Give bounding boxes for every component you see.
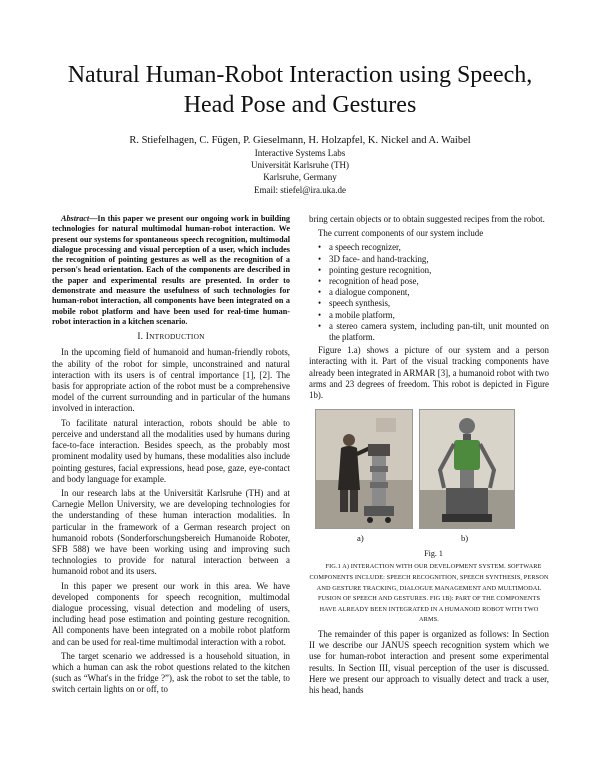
intro-paragraph-3: In our research labs at the Universität Karlsruhe (TH) and at Carnegie Mellon University, we are developing technologies for the understanding of these human interaction modalities. In particular in the framework of a German research project on humanoid robots (Sonderforschungsbereich Humanoide Roboter, SFB 588) we have been working using and improving such technologies to provide for natural interaction between a humanoid robot and its users. [52,487,290,577]
author-list: R. Stiefelhagen, C. Fügen, P. Gieselmann, H. Holzapfel, K. Nickel and A. Waibel [129,135,471,146]
development-system-illustration [316,410,412,528]
list-item: • a speech recognizer, [321,242,549,253]
abstract-label: Abstract [61,214,90,223]
figure-label-b: b) [461,533,469,544]
list-item: • recognition of head pose, [321,276,549,287]
section-numeral: I. [137,332,146,343]
affiliation-lab: Interactive Systems Labs [254,148,346,158]
abstract [52,214,290,327]
list-item: • 3D face- and hand-tracking, [321,254,549,265]
figure-label-a: a) [357,533,364,544]
intro-paragraph-1: In the upcoming field of humanoid and human-friendly robots, the ability of the robot for simple, unconstrained and natural interaction with its users is of central importance [1], [2]. The basis for appropriate action of the robot must be a comprehensive model of the current surrounding and in particular of the humans involved in interaction. [52,347,290,414]
component-list-intro: The current components of our system include [318,228,484,239]
figure-reference-paragraph: Figure 1.a) shows a picture of our system and a person interacting with it. Part of the visual tracking components have already been integrated in ARMAR [3], a humanoid robot with two arms and 23 degrees of freedom. This robot is depicted in Figure 1b). [309,345,549,401]
list-item: • pointing gesture recognition, [321,265,549,276]
list-item: • a dialogue component, [321,287,549,298]
title-line-1: Natural Human-Robot Interaction using Speech, [67,62,533,88]
section-heading-initial: I [145,332,150,343]
intro-paragraph-2: To facilitate natural interaction, robots should be able to perceive and understand all the modalities used by humans during face-to-face interaction. Besides speech, as the probably most prominent modality used by humans, these modalities also include pointing gestures, facial expressions, head pose, gaze, eye-contact and body language for example. [52,417,290,484]
intro-paragraph-5: The target scenario we addressed is a household situation, in which a human can ask the robot questions related to the kitchen (such as “What's in the fridge ?”), ask the robot to set the table, to switch certain lights on or off, to [52,650,290,695]
list-item: • a mobile platform, [321,310,549,321]
intro-continuation: bring certain objects or to obtain suggested recipes from the robot. [309,214,545,224]
figure-number: Fig. 1 [424,549,443,559]
figure-caption: FIG.1 A) INTERACTION WITH OUR DEVELOPMENT SYSTEM. SOFTWARE COMPONENTS INCLUDE: SPEECH RECOGNITION, SPEECH SYNTHESIS, PERSON AND GESTURE TRACKING, DIALOGUE MANAGEMENT AND MULTIMODAL FUSION OF SPEECH AND GESTURES. FIG 1B): PART OF THE COMPONENTS HAVE ALREADY BEEN INTEGRATED IN A HUMANOID ROBOT WITH TWO ARMS. [309,563,549,624]
intro-paragraph-4: In this paper we present our work in this area. We have developed components for speech recognition, multimodal dialogue processing, visual detection and modeling of users, including head pose estimation and pointing gesture recognition. All components have been integrated on a mobile robot platform and can be used for real-time multimodal interaction with a robot. [52,580,290,647]
list-item: • a stereo camera system, including pan-tilt, unit mounted on the platform. [321,321,549,343]
right-column [309,214,549,699]
list-item: • speech synthesis, [321,298,549,309]
affiliation [40,147,560,196]
photo-humanoid-robot [419,409,515,529]
figure-1 [309,409,549,545]
photo-development-system [315,409,413,529]
affiliation-university: Universität Karlsruhe (TH) [251,160,349,171]
left-column [52,214,290,699]
paper-title [40,60,560,120]
component-list [309,242,549,343]
humanoid-robot-illustration [420,410,514,528]
closing-paragraph: The remainder of this paper is organized as follows: In Section II we describe our JANUS speech recognition system which we use for human-robot interaction and present some experimental results. In Section III, visual perception of the user is discussed. Here we present our approach to visually detect and track a user, his head, hands [309,629,549,696]
abstract-text: —In this paper we present our ongoing work in building technologies for natural multimodal human-robot interaction. We present our systems for spontaneous speech recognition, multimodal dialogue processing and visual perception of a user, which includes the recognition of pointing gestures as well as the recognition of a person's head orientation. Each of the components are described in the paper and experimental results are presented. In order to demonstrate and measure the usefulness of such technologies for human-robot interaction, all components have been integrated on a mobile robot platform and have been used for real-time human-robot interaction in a kitchen scenario. [52,214,290,326]
title-line-2: Head Pose and Gestures [183,92,417,118]
affiliation-email: Email: stiefel@ira.uka.de [253,184,346,195]
section-heading-rest: NTRODUCTION [149,332,205,342]
affiliation-city: Karlsruhe, Germany [263,172,337,183]
section-heading-introduction [52,331,290,343]
